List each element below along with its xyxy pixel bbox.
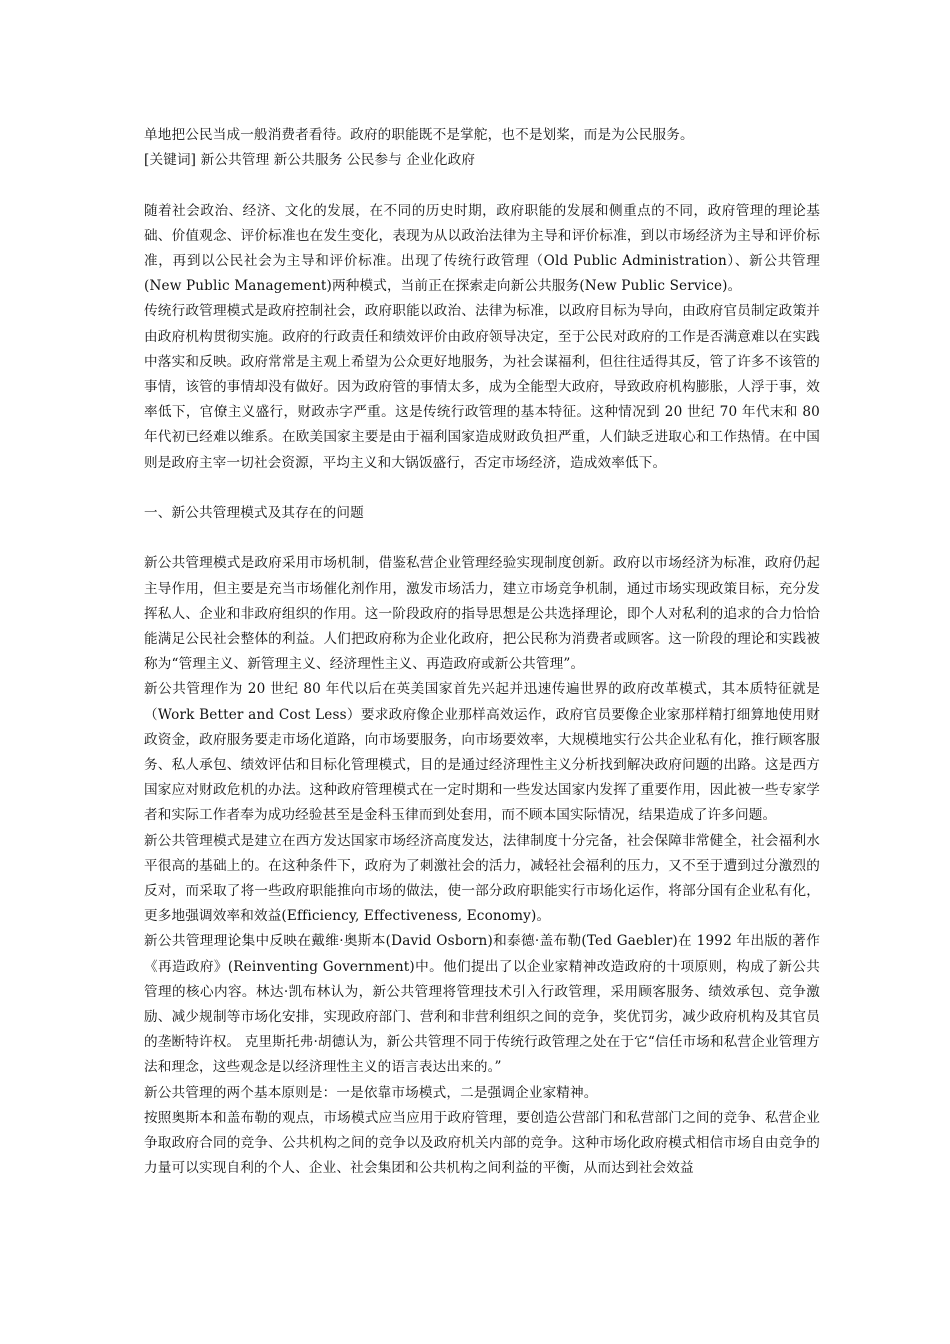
document-body	[144, 123, 820, 1181]
blank-line	[144, 173, 820, 198]
paragraph-traditional-administration: 传统行政管理模式是政府控制社会，政府职能以政治、法律为标准，以政府目标为导向，由政府官员制定政策并由政府机构贯彻实施。政府的行政责任和绩效评价由政府领导决定，至于公民对政府的工作是否满意难以在实践中落实和反映。政府常常是主观上希望为公众更好地服务，为社会谋福利，但往往适得其反，管了许多不该管的事情，该管的事情却没有做好。因为政府管的事情太多，成为全能型大政府，导致政府机构膨胀，人浮于事，效率低下，官僚主义盛行，财政赤字严重。这是传统行政管理的基本特征。这种情况到 20 世纪 70 年代末和 80 年代初已经难以维系。在欧美国家主要是由于福利国家造成财政负担严重，人们缺乏进取心和工作热情。在中国则是政府主宰一切社会资源，平均主义和大锅饭盛行，否定市场经济，造成效率低下。	[144, 303, 820, 471]
blank-line	[144, 476, 820, 501]
paragraph-npm-definition: 新公共管理模式是政府采用市场机制，借鉴私营企业管理经验实现制度创新。政府以市场经济为标准，政府仍起主导作用，但主要是充当市场催化剂作用，激发市场活力，建立市场竞争机制，通过市场实现政策目标，充分发挥私人、企业和非政府组织的作用。这一阶段政府的指导思想是公共选择理论，即个人对私利的追求的合力恰恰能满足公民社会整体的利益。人们把政府称为企业化政府，把公民称为消费者或顾客。这一阶段的理论和实践被称为“管理主义、新管理主义、经济理性主义、再造政府或新公共管理”。	[144, 555, 820, 673]
blank-line	[144, 526, 820, 551]
paragraph-intro: 随着社会政治、经济、文化的发展，在不同的历史时期，政府职能的发展和侧重点的不同，政府管理的理论基础、价值观念、评价标准也在发生变化，表现为从以政治法律为主导和评价标准，到以市场经济为主导和评价标准，再到以公民社会为主导和评价标准。出现了传统行政管理（Old Public Administration）、新公共管理(New Public Management)两种模式，当前正在探索走向新公共服务(New Public Service)。	[144, 202, 820, 295]
paragraph-abstract-end: 单地把公民当成一般消费者看待。政府的职能既不是掌舵，也不是划桨，而是为公民服务。	[144, 127, 694, 143]
paragraph-npm-essence: 新公共管理作为 20 世纪 80 年代以后在英美国家首先兴起并迅速传遍世界的政府改革模式，其本质特征就是（Work Better and Cost Less）要求政府像企业那样高效运作，政府官员要像企业家那样精打细算地使用财政资金，政府服务要走市场化道路，向市场要服务，向市场要效率，大规模地实行公共企业私有化，推行顾客服务、私人承包、绩效评估和目标化管理模式，目的是通过经济理性主义分析找到解决政府问题的出路。这是西方国家应对财政危机的办法。这种政府管理模式在一定时期和一些发达国家内发挥了重要作用，因此被一些专家学者和实际工作者奉为成功经验甚至是金科玉律而到处套用，而不顾本国实际情况，结果造成了许多问题。	[144, 681, 820, 824]
section-heading: 一、新公共管理模式及其存在的问题	[144, 505, 364, 522]
paragraph-market-model: 按照奥斯本和盖布勒的观点，市场模式应当应用于政府管理，要创造公营部门和私营部门之间的竞争、私营企业争取政府合同的竞争、公共机构之间的竞争以及政府机关内部的竞争。这种市场化政府模式相信市场自由竞争的力量可以实现自利的个人、企业、社会集团和公共机构之间利益的平衡，从而达到社会效益	[144, 1109, 820, 1177]
paragraph-npm-theory: 新公共管理理论集中反映在戴维·奥斯本(David Osborn)和泰德·盖布勒(Ted Gaebler)在 1992 年出版的著作《再造政府》(Reinventing Government)中。他们提出了以企业家精神改造政府的十项原则，构成了新公共管理的核心内容。林达·凯布林认为，新公共管理将管理技术引入行政管理，采用顾客服务、绩效承包、竞争激励、减少规制等市场化安排，实现政府部门、营利和非营利组织之间的竞争，奖优罚劣，减少政府机构及其官员的垄断特许权。 克里斯托弗·胡德认为，新公共管理不同于传统行政管理之处在于它“信任市场和私营企业管理方法和理念，这些观念是以经济理性主义的语言表达出来的。”	[144, 933, 820, 1076]
paragraph-keywords: [关键词] 新公共管理 新公共服务 公民参与 企业化政府	[144, 152, 476, 169]
paragraph-npm-conditions: 新公共管理模式是建立在西方发达国家市场经济高度发达，法律制度十分完备，社会保障非常健全，社会福利水平很高的基础上的。在这种条件下，政府为了刺激社会的活力，减轻社会福利的压力，又不至于遭到过分激烈的反对，而采取了将一些政府职能推向市场的做法，使一部分政府职能实行市场化运作，将部分国有企业私有化，更多地强调效率和效益(Efficiency, Effectiveness, Economy)。	[144, 832, 820, 925]
paragraph-npm-principles: 新公共管理的两个基本原则是：一是依靠市场模式，二是强调企业家精神。	[144, 1084, 598, 1101]
